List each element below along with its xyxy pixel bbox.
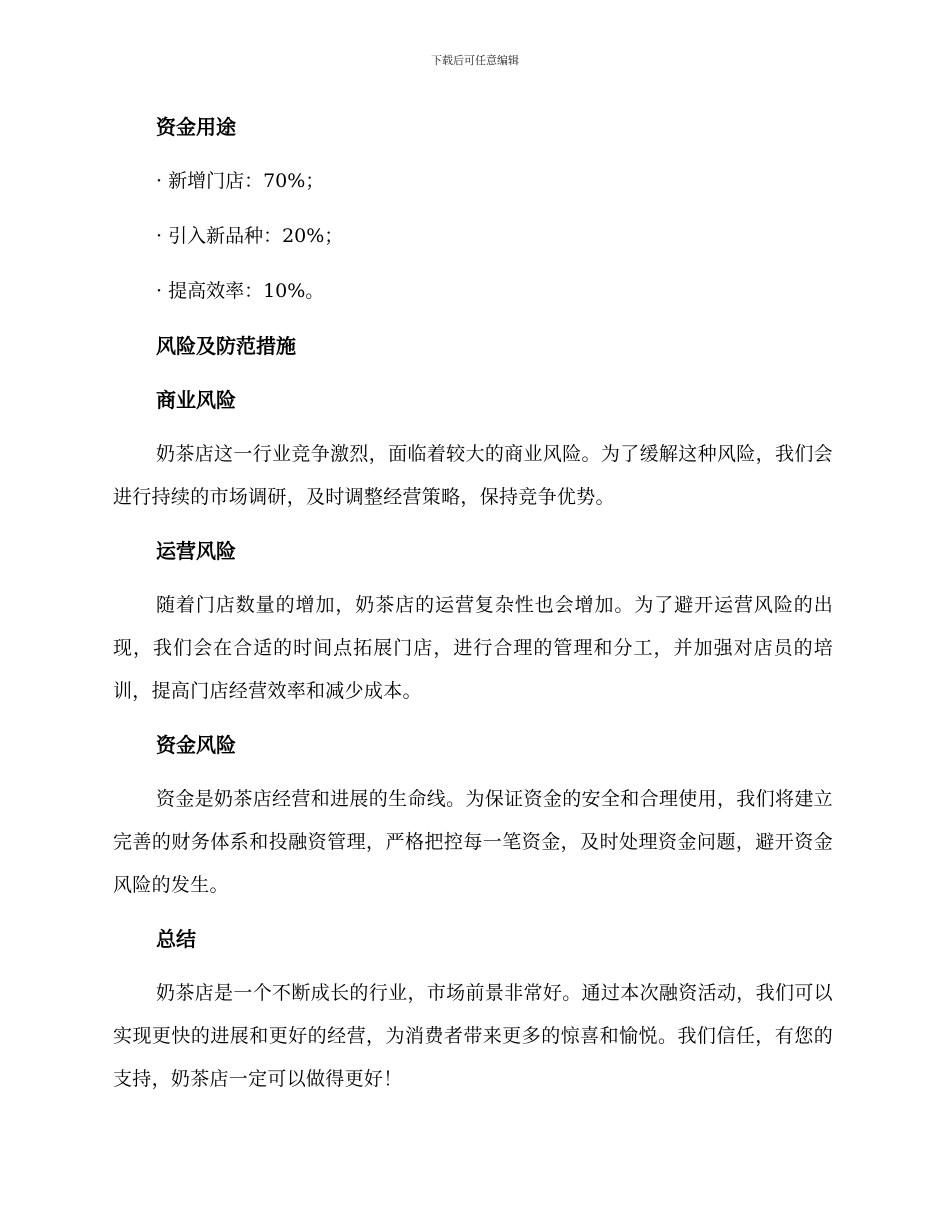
section-heading-business-risk: 商业风险 [156,388,236,412]
paragraph-capital-risk: 资金是奶茶店经营和进展的生命线。为保证资金的安全和合理使用，我们将建立完善的财务体系和投融资管理，严格把控每一笔资金，及时处理资金问题，避开资金风险的发生。 [113,788,833,896]
paragraph-operation-risk: 随着门店数量的增加，奶茶店的运营复杂性也会增加。为了避开运营风险的出现，我们会在合适的时间点拓展门店，进行合理的管理和分工，并加强对店员的培训，提高门店经营效率和减少成本。 [113,594,833,702]
paragraph-business-risk: 奶茶店这一行业竞争激烈，面临着较大的商业风险。为了缓解这种风险，我们会进行持续的市场调研，及时调整经营策略，保持竞争优势。 [113,443,833,508]
page-header: 下载后可任意编辑 [431,54,519,67]
list-item: · 引入新品种：20%； [156,225,344,247]
section-heading-use-of-funds: 资金用途 [156,115,236,139]
list-item: · 提高效率：10%。 [156,280,325,302]
list-item: · 新增门店：70%； [156,170,325,192]
section-heading-operation-risk: 运营风险 [156,539,236,563]
section-heading-summary: 总结 [156,927,196,951]
section-heading-risk: 风险及防范措施 [156,334,296,358]
section-heading-capital-risk: 资金风险 [156,733,236,757]
paragraph-summary: 奶茶店是一个不断成长的行业，市场前景非常好。通过本次融资活动，我们可以实现更快的进展和更好的经营，为消费者带来更多的惊喜和愉悦。我们信任，有您的支持，奶茶店一定可以做得更好！ [113,982,833,1090]
document-body [113,106,833,1112]
